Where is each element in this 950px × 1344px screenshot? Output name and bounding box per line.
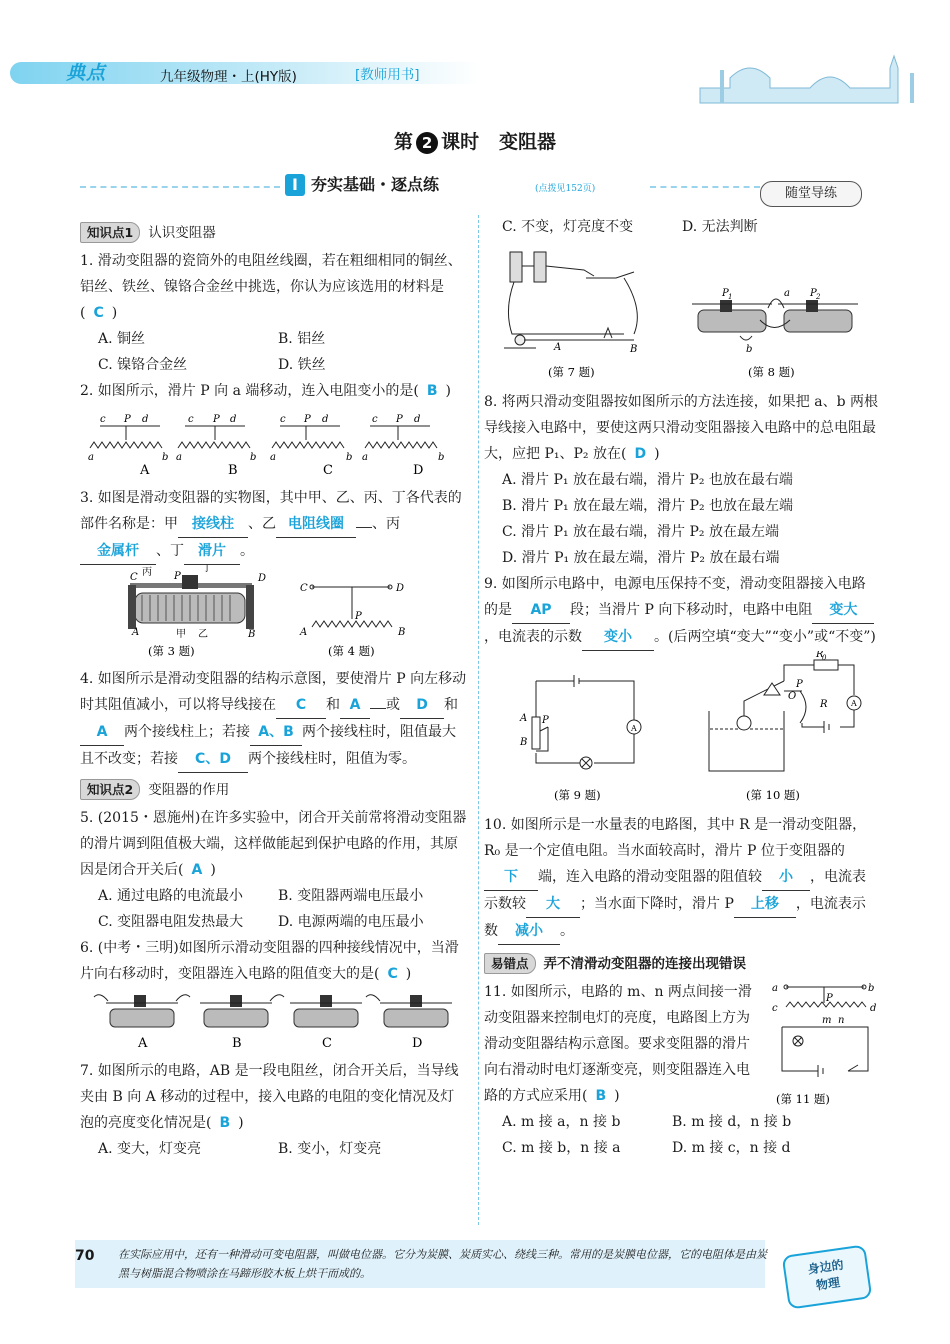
q11-close: ) <box>614 1088 620 1104</box>
svg-text:O: O <box>788 691 797 702</box>
q5-option-d: D. 电源两端的电压最小 <box>278 914 424 930</box>
svg-text:P: P <box>174 571 181 582</box>
svg-text:P: P <box>355 611 362 622</box>
footer-tip-text: 在实际应用中，还有一种滑动可变电阻器，叫做电位器。它分为炭膜、炭质实心、绕线三种。常用的是炭膜电位器，它的电阻体是由炭黑与树脂混合物喷涂在马蹄形胶木板上烘干而成的。 <box>118 1248 767 1280</box>
svg-text:d: d <box>230 414 237 425</box>
q5-option-a: A. 通过电路的电流最小 <box>98 888 244 904</box>
svg-text:d: d <box>870 1003 877 1014</box>
q3-blank-2: 电阻线圈 <box>276 511 356 538</box>
q5-option-c: C. 变阻器电阻发热最大 <box>98 914 244 930</box>
kp1-heading <box>80 220 468 246</box>
svg-text:R: R <box>820 699 828 710</box>
section-line-left <box>80 186 280 188</box>
teacher-edition-label: [教师用书] <box>355 67 420 83</box>
q2-resistor-diagrams <box>80 404 468 476</box>
q11-caption: (第 11 题) <box>776 1092 830 1106</box>
svg-text:A: A <box>520 713 528 724</box>
q4-text-6: 两个接线柱时，阻值最大且不改变；若接 <box>80 724 456 767</box>
q3-text-5: 。 <box>240 543 254 559</box>
q2-stem: 2. 如图所示，滑片 P 向 a 端移动，连入电阻变小的是( <box>80 383 419 399</box>
svg-text:d: d <box>142 414 149 425</box>
svg-text:P: P <box>826 993 833 1004</box>
kp3-title: 弄不清滑动变阻器的连接出现错误 <box>543 956 747 972</box>
svg-text:P: P <box>304 414 311 425</box>
q2-answer: B <box>426 383 438 399</box>
footer-badge <box>782 1244 873 1309</box>
q3-q4-figures <box>80 565 468 657</box>
q7-option-b: B. 变小，灯变亮 <box>278 1141 382 1157</box>
q3-text-2: 、乙 <box>248 516 276 532</box>
lesson-suffix: 课时 <box>441 131 480 153</box>
q4-text-3: 或 <box>386 697 400 713</box>
q4-blank-5: A、B <box>250 719 302 746</box>
q10-stem: 10. 如图所示是一水量表的电路图，其中 R 是一滑动变阻器，R₀ 是一个定值电阻。当水面较高时，滑片 P 位于变阻器的 <box>484 817 867 859</box>
lesson-title <box>0 127 950 154</box>
q3-blank-2-tail <box>356 527 372 528</box>
q2-label-b: B <box>228 463 238 476</box>
svg-text:b: b <box>346 452 353 463</box>
lesson-number: 2 <box>416 132 438 154</box>
q3-blank-4: 滑片 <box>184 538 240 565</box>
footer-badge-line1: 身边的 <box>806 1257 845 1277</box>
mosque-skyline-illustration <box>690 48 930 104</box>
q4-schematic <box>310 585 392 627</box>
q9-q10-figures <box>484 651 879 803</box>
svg-text:a: a <box>772 983 778 994</box>
q5-close: ) <box>210 862 216 878</box>
svg-text:a: a <box>784 288 790 299</box>
svg-text:c: c <box>772 1003 778 1014</box>
q8-caption: (第 8 题) <box>748 365 795 379</box>
q8-double-rheostat <box>692 288 858 355</box>
lesson-topic: 变阻器 <box>498 131 556 153</box>
q8-option-d: D. 滑片 P₁ 放在最左端，滑片 P₂ 放在最右端 <box>502 550 780 566</box>
q3-text-4: 、丁 <box>156 543 184 559</box>
q1-close: ) <box>111 305 118 321</box>
svg-text:a: a <box>362 452 368 463</box>
svg-text:丁: 丁 <box>202 565 212 574</box>
q1-option-b: B. 铝丝 <box>278 331 326 347</box>
svg-text:c: c <box>280 414 286 425</box>
svg-text:b: b <box>868 983 875 994</box>
kp1-title: 认识变阻器 <box>148 225 216 241</box>
column-divider <box>478 215 479 1225</box>
svg-text:B: B <box>398 627 406 638</box>
q3-rheostat-photo <box>128 565 266 640</box>
q10-text-4: ；当水面下降时，滑片 P <box>580 896 734 912</box>
section-heading <box>285 172 439 196</box>
q10-text-2: 端，连入电路的滑动变阻器的阻值较 <box>538 869 762 885</box>
q7-stem: 7. 如图所示的电路，AB 是一段电阻丝，闭合开关后，当导线夹由 B 向 A 移动的过程中，接入电路的电阻的变化情况及灯泡的亮度变化情况是( <box>80 1063 459 1131</box>
q7-option-a: A. 变大，灯变亮 <box>98 1141 202 1157</box>
q9-text-4: 。(后两空填“变大”“变小”或“不变”) <box>654 629 876 645</box>
svg-text:P: P <box>124 414 131 425</box>
q8-answer: D <box>634 446 647 462</box>
svg-text:b: b <box>746 344 753 355</box>
q8-option-a: A. 滑片 P₁ 放在最右端，滑片 P₂ 也放在最右端 <box>502 472 793 488</box>
q6-label-b: B <box>232 1036 242 1049</box>
question-4 <box>80 666 468 773</box>
svg-text:A: A <box>851 699 857 708</box>
footer-badge-line2: 物理 <box>815 1275 841 1293</box>
q4-blank-6: C、D <box>178 746 248 773</box>
svg-text:甲: 甲 <box>176 629 186 640</box>
q10-text-5: ，电流表示数 <box>484 896 866 939</box>
svg-text:P: P <box>213 414 220 425</box>
question-10 <box>484 812 879 945</box>
svg-text:A: A <box>300 627 308 638</box>
q9-stem: 9. 如图所示电路中，电源电压保持不变，滑动变阻器接入电路的是 <box>484 576 866 618</box>
q5-answer: A <box>191 862 203 878</box>
q3-blank-3: 金属杆 <box>80 538 156 565</box>
svg-text:a: a <box>88 452 94 463</box>
svg-text:B: B <box>248 629 256 640</box>
question-1 <box>80 248 468 378</box>
q11-answer: B <box>595 1088 607 1104</box>
question-6 <box>80 935 468 1058</box>
question-7 <box>80 1058 468 1162</box>
q10-text-3: ，电流表示数较 <box>484 869 866 912</box>
svg-text:b: b <box>250 452 257 463</box>
svg-text:P: P <box>810 288 817 299</box>
svg-text:A: A <box>132 627 140 638</box>
question-2 <box>80 378 468 485</box>
q6-label-d: D <box>412 1036 423 1049</box>
q10-caption: (第 10 题) <box>746 788 800 802</box>
q10-blank-2: 小 <box>762 864 810 891</box>
q11-option-a: A. m 接 a，n 接 b <box>502 1114 621 1130</box>
q6-label-c: C <box>322 1036 332 1049</box>
q6-rheostat-figures <box>80 987 468 1049</box>
svg-text:c: c <box>188 414 194 425</box>
svg-text:乙: 乙 <box>198 629 208 640</box>
left-column <box>80 220 468 1162</box>
q5-stem: 5. (2015・恩施州)在许多实验中，闭合开关前常将滑动变阻器的滑片调到阻值极大端，这样做能起到保护电路的作用，其原因是闭合开关后( <box>80 810 467 878</box>
q6-stem: 6. (中考・三明)如图所示滑动变阻器的四种接线情况中，当滑片向右移动时，变阻器连入电路的阻值变大的是( <box>80 940 459 982</box>
q10-water-meter <box>709 660 861 771</box>
section-title: 夯实基础・逐点练 <box>311 175 440 194</box>
q8-stem: 8. 将两只滑动变阻器按如图所示的方法连接，如果把 a、b 两根导线接入电路中，要使这两只滑动变阻器接入电路中的总电阻最大，应把 P₁、P₂ 放在( <box>484 394 879 462</box>
right-column <box>484 214 879 1161</box>
q11-figure <box>768 979 878 1109</box>
q1-option-c: C. 镍铬合金丝 <box>98 357 188 373</box>
svg-text:1: 1 <box>728 293 733 301</box>
book-grade: 九年级物理・上(HY版) <box>160 69 297 85</box>
svg-text:B: B <box>520 737 528 748</box>
q5-option-b: B. 变阻器两端电压最小 <box>278 888 424 904</box>
q2-label-c: C <box>323 463 333 476</box>
guide-badge: 随堂导练 <box>760 181 862 207</box>
q8-option-c: C. 滑片 P₁ 放在最右端，滑片 P₂ 放在最左端 <box>502 524 779 540</box>
lesson-prefix: 第 <box>394 131 414 153</box>
q11-option-c: C. m 接 b，n 接 a <box>502 1140 621 1156</box>
svg-text:P: P <box>722 288 729 299</box>
question-11 <box>484 979 879 1161</box>
question-5 <box>80 805 468 935</box>
svg-text:C: C <box>130 572 138 583</box>
kp2-title: 变阻器的作用 <box>148 782 230 798</box>
section-line-right <box>650 186 760 188</box>
q7-answer: B <box>219 1115 231 1131</box>
kp3-heading <box>484 951 879 977</box>
q3-caption: (第 3 题) <box>148 644 195 657</box>
svg-text:P: P <box>396 414 403 425</box>
section-note: (点拨见152页) <box>535 184 596 194</box>
q8-close: ) <box>654 446 660 462</box>
q9-blank-2: 变大 <box>812 597 874 624</box>
svg-text:A: A <box>631 724 637 733</box>
svg-text:a: a <box>270 452 276 463</box>
q4-text-2: 和 <box>326 697 340 713</box>
kp3-tag: 易错点 <box>484 953 536 974</box>
q9-text-2: 段；当滑片 P 向下移动时，电路中电阻 <box>570 602 813 618</box>
svg-text:d: d <box>414 414 421 425</box>
svg-text:D: D <box>396 583 405 594</box>
svg-text:丙: 丙 <box>142 567 152 578</box>
q10-text-6: 。 <box>560 923 574 939</box>
svg-text:n: n <box>838 1015 845 1026</box>
q2-label-d: D <box>413 463 424 476</box>
q7-caption: (第 7 题) <box>548 365 595 379</box>
svg-text:b: b <box>438 452 445 463</box>
section-number: I <box>285 174 305 196</box>
svg-text:b: b <box>162 452 169 463</box>
q3-blank-1: 接线柱 <box>178 511 248 538</box>
svg-text:R: R <box>816 651 824 660</box>
svg-text:P: P <box>796 679 803 690</box>
q4-blank-2: A <box>340 692 370 719</box>
q4-blank-1: C <box>276 692 326 719</box>
q4-text-5: 两个接线柱上；若接 <box>124 724 250 740</box>
question-3 <box>80 485 468 666</box>
q9-text-3: ，电流表的示数 <box>484 629 582 645</box>
svg-text:P: P <box>542 715 549 726</box>
svg-text:a: a <box>176 452 182 463</box>
q4-blank-2-tail <box>370 708 386 709</box>
q6-answer: C <box>387 966 398 982</box>
svg-text:d: d <box>322 414 329 425</box>
kp1-tag: 知识点1 <box>80 222 140 243</box>
q2-label-a: A <box>140 463 150 476</box>
svg-text:c: c <box>372 414 378 425</box>
q10-blank-5: 减小 <box>498 918 560 945</box>
q11-option-d: D. m 接 c，n 接 d <box>672 1140 791 1156</box>
q4-blank-4: A <box>80 719 124 746</box>
q10-blank-3: 大 <box>526 891 580 918</box>
q7-options-cd <box>484 214 879 240</box>
q4-stem: 4. 如图所示是滑动变阻器的结构示意图，要使滑片 P 向左移动时其阻值减小，可以将导线接在 <box>80 671 467 713</box>
q6-close: ) <box>405 966 412 982</box>
q7-q8-figures <box>484 240 879 380</box>
q1-answer: C <box>93 305 104 321</box>
q9-caption: (第 9 题) <box>554 788 601 802</box>
svg-text:m: m <box>822 1015 832 1026</box>
q1-stem: 1. 滑动变阻器的瓷筒外的电阻丝线圈，若在粗细相同的铜丝、铝丝、铁丝、镍铬合金丝中挑选，你认为应该选用的材料是( <box>80 253 462 321</box>
q2-close: ) <box>445 383 451 399</box>
q10-blank-4: 上移 <box>734 891 796 918</box>
svg-text:D: D <box>258 573 267 584</box>
kp2-heading <box>80 777 468 803</box>
svg-text:A: A <box>554 342 562 353</box>
q3-stem: 3. 如图是滑动变阻器的实物图，其中甲、乙、丙、丁各代表的部件名称是：甲 <box>80 490 462 532</box>
q3-text-3: 、丙 <box>372 516 400 532</box>
q6-label-a: A <box>138 1036 148 1049</box>
q9-blank-1: AP <box>512 597 570 624</box>
page-number: 70 <box>75 1248 95 1264</box>
svg-text:B: B <box>630 344 638 355</box>
q4-text-7: 两个接线柱时，阻值为零。 <box>248 751 416 767</box>
q7-option-c: C. 不变，灯亮度不变 <box>502 219 634 235</box>
q7-option-d: D. 无法判断 <box>682 219 758 235</box>
kp2-tag: 知识点2 <box>80 779 140 800</box>
q7-close: ) <box>238 1115 244 1131</box>
svg-text:c: c <box>100 414 106 425</box>
q11-stem: 11. 如图所示，电路的 m、n 两点间接一滑动变阻器来控制电灯的亮度，电路图上方为滑动变阻器结构示意图。要求变阻器的滑片向右滑动时电灯逐渐变亮，则变阻器连入电路的方式应采用( <box>484 984 752 1104</box>
q10-blank-1: 下 <box>484 864 538 891</box>
q9-blank-3: 变小 <box>582 624 654 651</box>
question-8 <box>484 389 879 571</box>
svg-text:C: C <box>300 583 308 594</box>
q4-blank-3: D <box>400 692 444 719</box>
svg-text:2: 2 <box>816 293 821 301</box>
q11-option-b: B. m 接 d，n 接 b <box>672 1114 792 1130</box>
q8-option-b: B. 滑片 P₁ 放在最左端，滑片 P₂ 也放在最左端 <box>502 498 794 514</box>
q1-option-d: D. 铁丝 <box>278 357 326 373</box>
q7-circuit <box>504 252 637 348</box>
q1-option-a: A. 铜丝 <box>98 331 146 347</box>
question-9 <box>484 571 879 812</box>
brand-logo: 典点 <box>66 62 107 84</box>
q4-caption: (第 4 题) <box>328 644 375 657</box>
q4-text-4: 和 <box>444 697 458 713</box>
svg-text:0: 0 <box>822 654 827 662</box>
